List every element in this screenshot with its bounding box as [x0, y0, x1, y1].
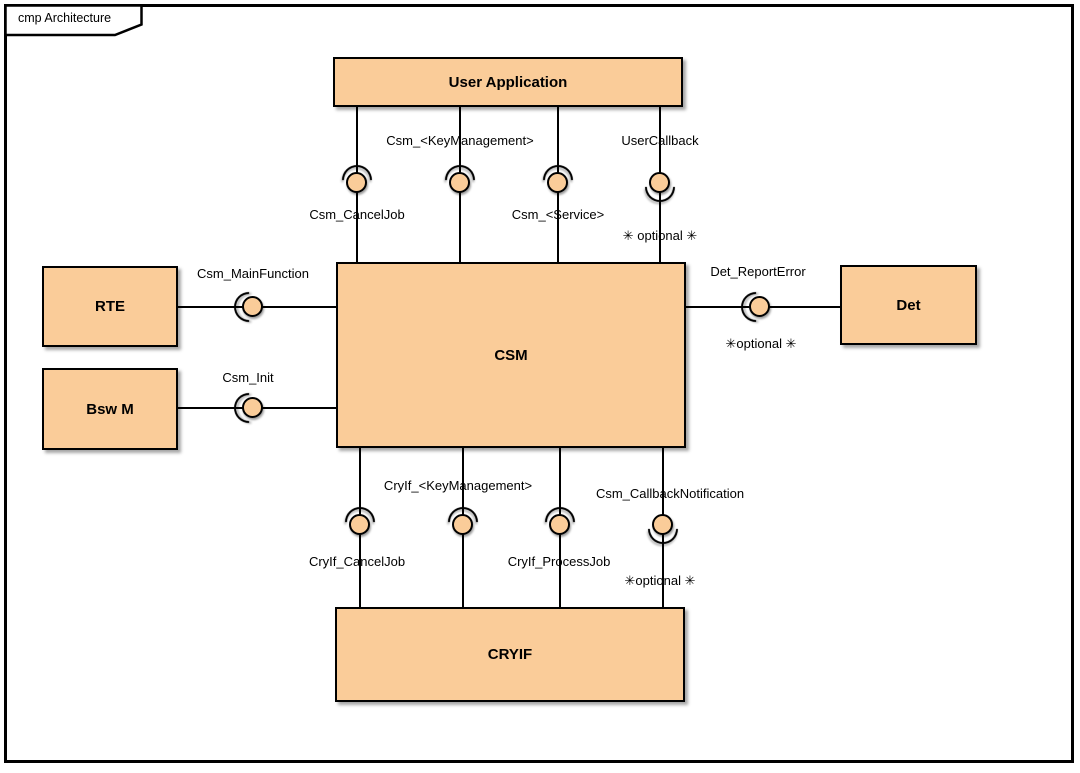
interface-label-cryif-canceljob: CryIf_CancelJob [308, 554, 406, 569]
interface-label-cryif-keymanagement: CryIf_<KeyManagement> [383, 478, 533, 493]
ball-icon-cryif-keymanagement [452, 514, 473, 535]
component-user-application-label: User Application [448, 73, 568, 91]
ball-icon-csm-service [547, 172, 568, 193]
ball-icon-csm-init [242, 397, 263, 418]
ball-icon-usercallback [649, 172, 670, 193]
component-cryif [335, 607, 685, 702]
interface-label-optional-top: ✳ optional ✳ [622, 228, 698, 243]
component-user-application [333, 57, 683, 107]
interface-label-optional-right: ✳optional ✳ [725, 336, 797, 351]
interface-label-cryif-processjob: CryIf_ProcessJob [507, 554, 611, 569]
frame-tab-label: cmp Architecture [18, 11, 112, 25]
interface-label-det-reporterror: Det_ReportError [710, 264, 806, 279]
ball-icon-csm-mainfunction [242, 296, 263, 317]
interface-label-csm-mainfunction: Csm_MainFunction [197, 266, 309, 281]
component-csm-label: CSM [494, 346, 528, 364]
ball-icon-csm-keymanagement [449, 172, 470, 193]
interface-label-usercallback: UserCallback [621, 133, 699, 148]
ball-icon-cryif-processjob [549, 514, 570, 535]
interface-label-csm-init: Csm_Init [222, 370, 274, 385]
ball-icon-cryif-canceljob [349, 514, 370, 535]
component-rte-label: RTE [95, 298, 125, 315]
interface-label-csm-callbacknotification: Csm_CallbackNotification [595, 486, 745, 501]
component-bsw-m [42, 368, 178, 450]
ball-icon-csm-callbacknotification [652, 514, 673, 535]
component-det [840, 265, 977, 345]
component-rte [42, 266, 178, 347]
component-bsw-m-label: Bsw M [86, 400, 134, 418]
component-det-label: Det [896, 296, 921, 314]
interface-label-csm-keymanagement: Csm_<KeyManagement> [386, 133, 534, 148]
interface-label-csm-service: Csm_<Service> [511, 207, 605, 222]
component-csm [336, 262, 686, 448]
ball-icon-csm-canceljob [346, 172, 367, 193]
interface-label-csm-canceljob: Csm_CancelJob [309, 207, 405, 222]
interface-label-optional-bottom: ✳optional ✳ [624, 573, 696, 588]
component-cryif-label: CRYIF [487, 646, 533, 663]
ball-icon-det-reporterror [749, 296, 770, 317]
